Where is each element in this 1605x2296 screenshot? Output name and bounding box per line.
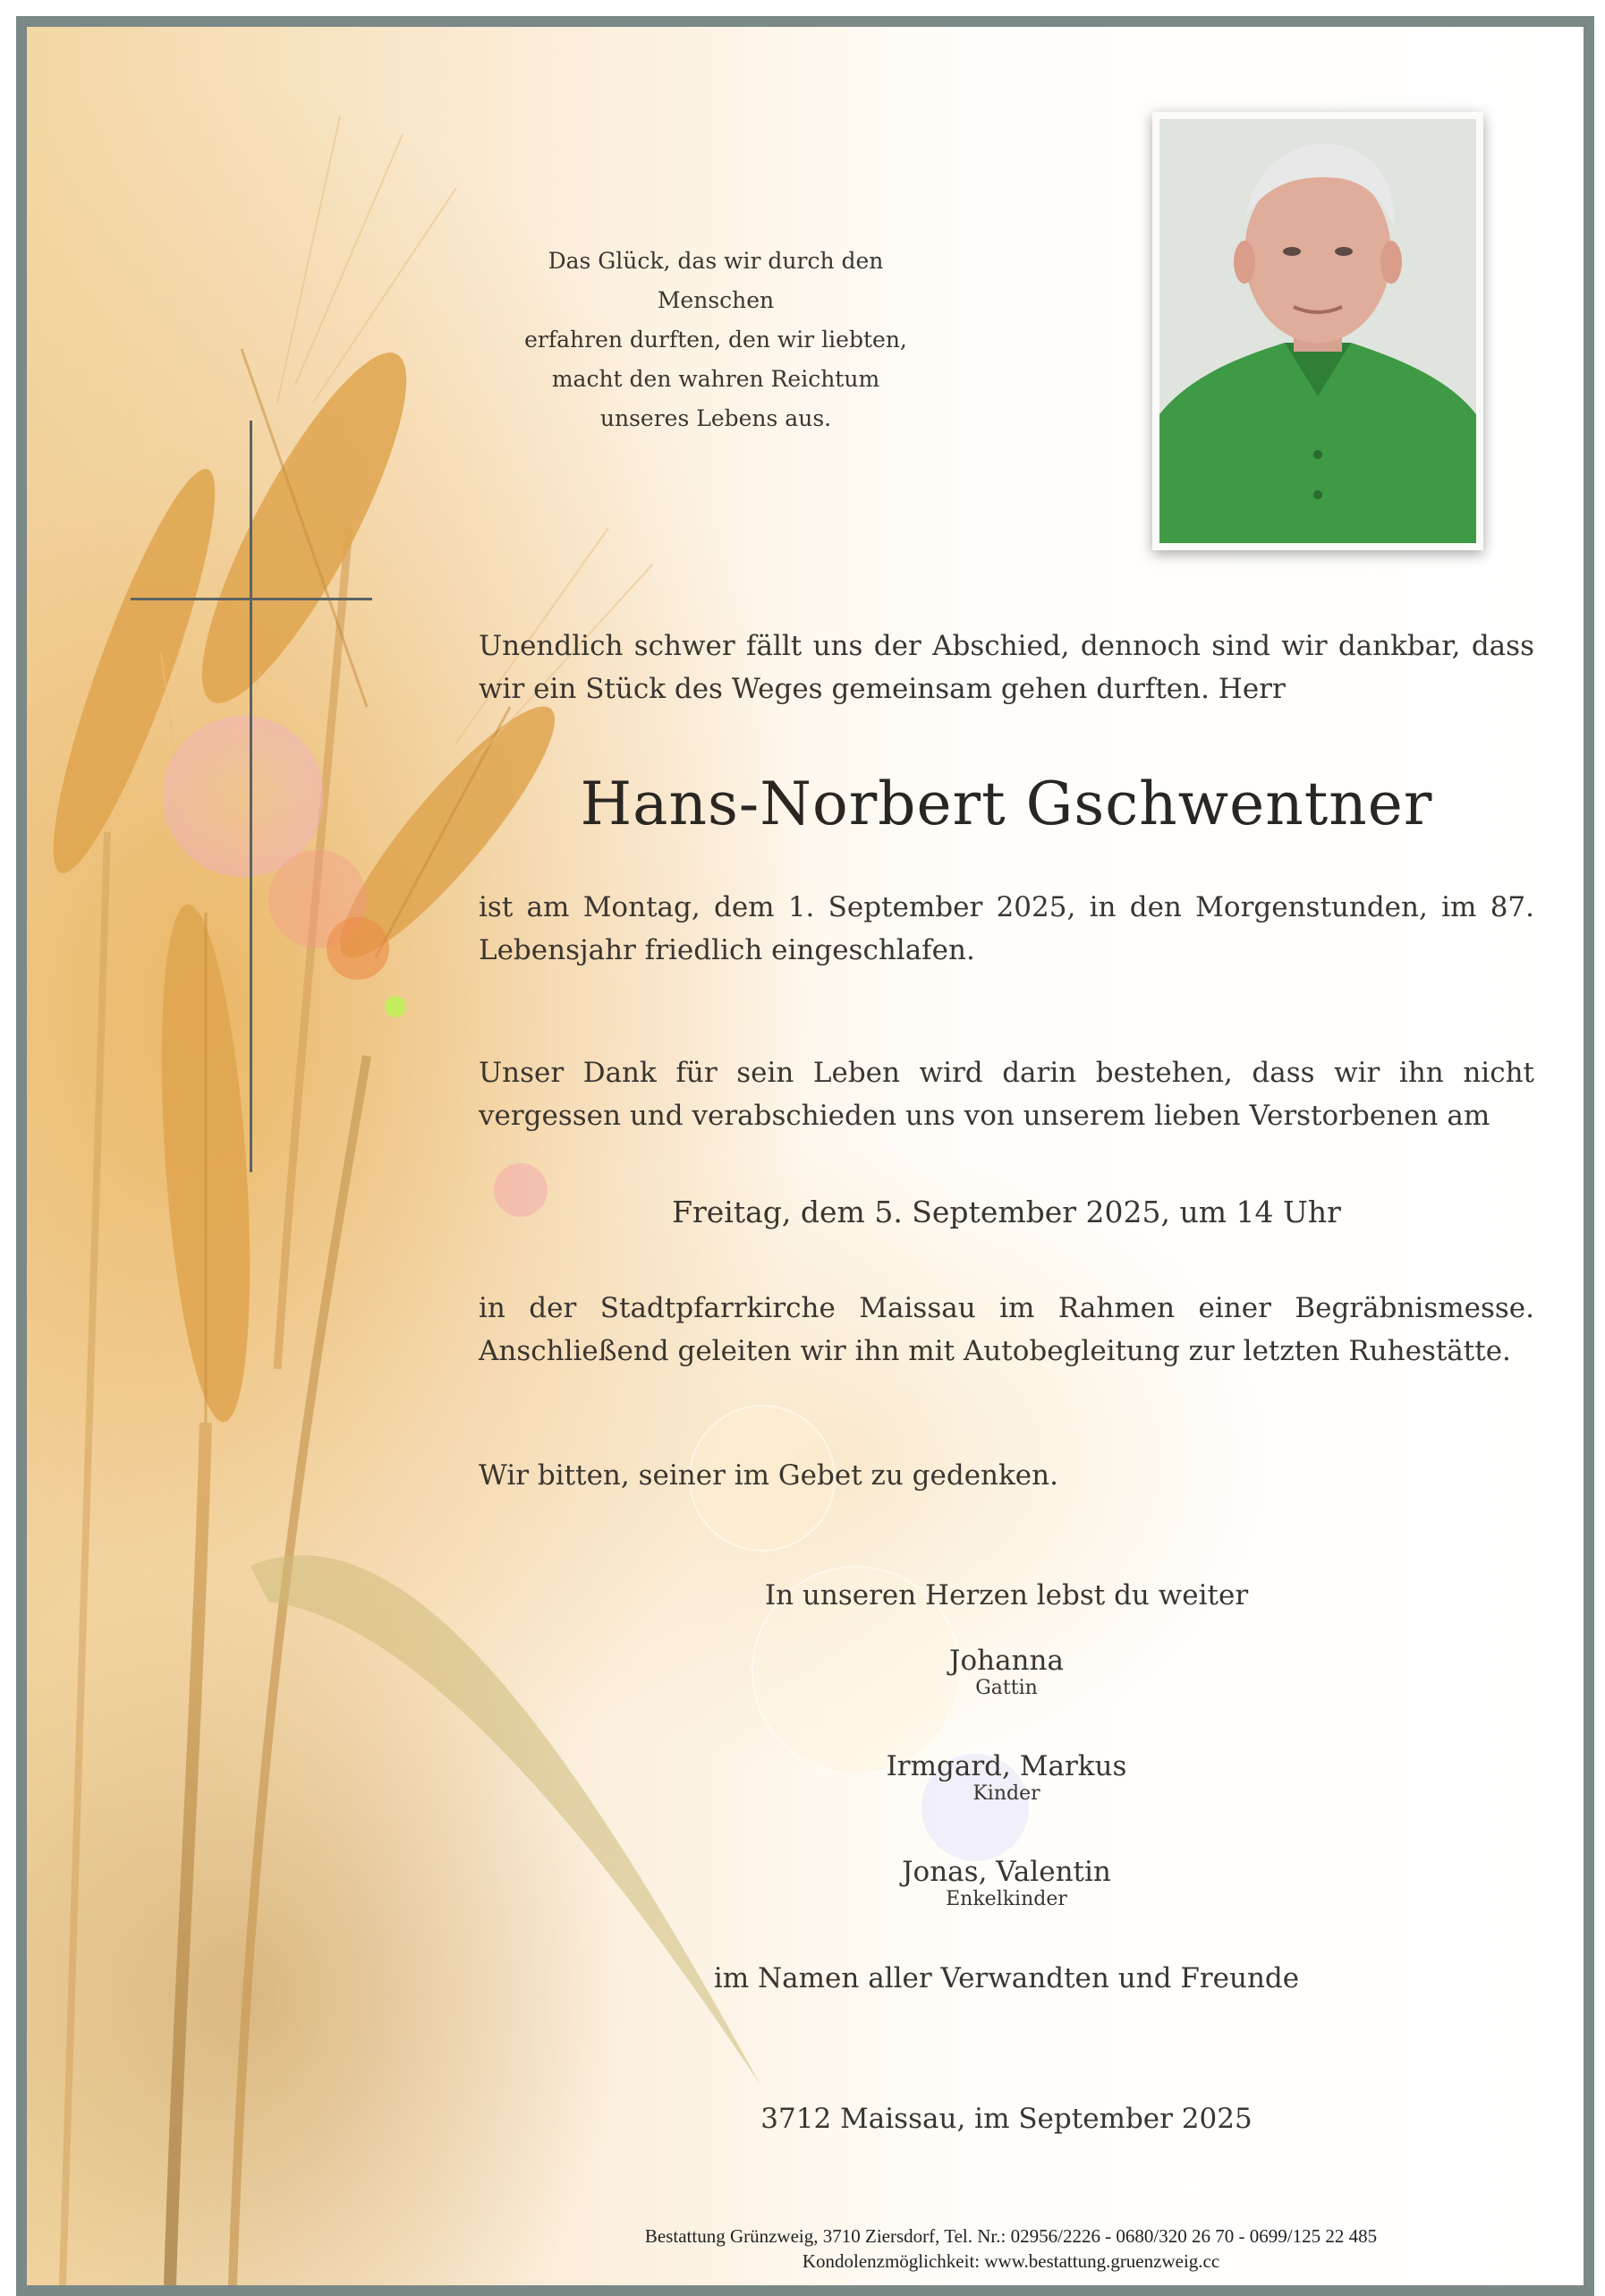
quote-line: macht den wahren Reichtum <box>551 366 880 392</box>
place-and-date: 3712 Maissau, im September 2025 <box>760 2103 1253 2135</box>
mourner-name: Johanna <box>949 1645 1064 1677</box>
footer-condolence-line: Kondolenzmöglichkeit: www.bestattung.gruenzweig.cc <box>802 2250 1220 2272</box>
quote-line: Das Glück, das wir durch den Menschen <box>548 248 884 313</box>
portrait-frame <box>1152 112 1483 550</box>
death-notice-paragraph: ist am Montag, dem 1. September 2025, in den Morgenstunden, im 87. Lebensjahr friedlich eingeschlafen. <box>479 891 1534 966</box>
mourner-name: Irmgard, Markus <box>886 1750 1127 1782</box>
prayer-request: Wir bitten, seiner im Gebet zu gedenken. <box>479 1459 1058 1492</box>
mourner-group-spouse <box>479 1645 1534 1699</box>
mourner-relation: Kinder <box>972 1782 1040 1805</box>
obituary-frame <box>16 16 1594 2296</box>
bokeh-light-4 <box>385 996 406 1017</box>
memorial-quote <box>492 242 939 438</box>
mourner-relation: Gattin <box>975 1677 1038 1699</box>
mourner-relation: Enkelkinder <box>946 1888 1067 1910</box>
quote-line: erfahren durften, den wir liebten, <box>524 327 907 353</box>
quote-line: unseres Lebens aus. <box>599 405 832 431</box>
farewell-paragraph: Unser Dank für sein Leben wird darin bestehen, dass wir ihn nicht vergessen und verabschieden uns von unserem lieben Verstorbenen am <box>479 1057 1534 1132</box>
cross-vertical-bar <box>250 421 252 1172</box>
intro-paragraph: Unendlich schwer fällt uns der Abschied, dennoch sind wir dankbar, dass wir ein Stück des Weges gemeinsam gehen durften. Herr <box>479 630 1534 705</box>
mourners-intro: In unseren Herzen lebst du weiter <box>764 1579 1249 1611</box>
service-place-paragraph: in der Stadtpfarrkirche Maissau im Rahmen einer Begräbnismesse. Anschließend geleiten wir ihn mit Autobegleitung zur letzten Ruhestätte. <box>479 1292 1534 1367</box>
mourner-group-grandchildren <box>479 1856 1534 1910</box>
bokeh-light-3 <box>327 917 389 980</box>
portrait-photo <box>1159 119 1476 543</box>
cross-horizontal-bar <box>131 598 372 600</box>
funeral-home-footer <box>456 2224 1566 2274</box>
footer-contact-line: Bestattung Grünzweig, 3710 Ziersdorf, Tel. Nr.: 02956/2226 - 0680/320 26 70 - 0699/125 22 485 <box>644 2225 1378 2247</box>
deceased-name: Hans-Norbert Gschwentner <box>580 770 1433 838</box>
mourner-name: Jonas, Valentin <box>902 1856 1111 1888</box>
mourner-group-children <box>479 1750 1534 1805</box>
service-date: Freitag, dem 5. September 2025, um 14 Uhr <box>672 1195 1341 1229</box>
mourners-closing: im Namen aller Verwandten und Freunde <box>713 1962 1300 1994</box>
